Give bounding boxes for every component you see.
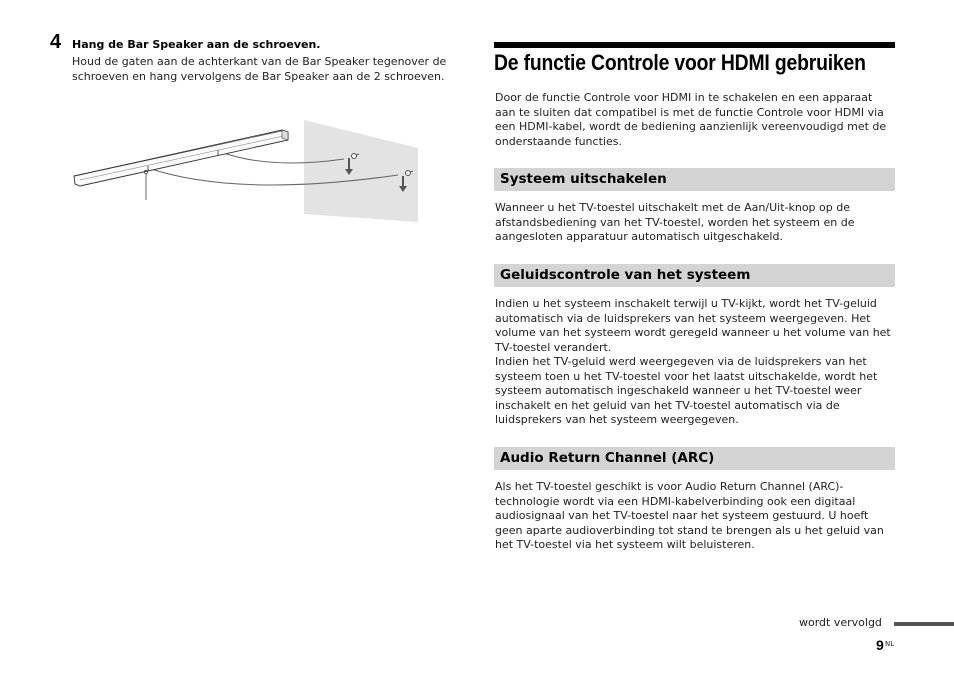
- section-header-system-off: [494, 168, 895, 191]
- section-paragraph: Als het TV-toestel geschikt is voor Audio Return Channel (ARC)-technologie wordt via een HDMI-kabelverbinding ook een digitaal audiosignaal van het TV-toestel naar het systeem gestuurd. U hoeft geen aparte audioverbinding tot stand te brengen als u het geluid van het TV-toestel via het systeem wilt beluisteren.: [495, 480, 884, 551]
- section-heading: Audio Return Channel (ARC): [500, 450, 715, 466]
- step-instructions: Houd de gaten aan de achterkant van de Bar Speaker tegenover de schroeven en hang vervolgens de Bar Speaker aan de 2 schroeven.: [72, 55, 447, 83]
- page-number: 9: [876, 637, 884, 653]
- step-number: 4: [50, 31, 62, 53]
- page-title: De functie Controle voor HDMI gebruiken: [494, 50, 866, 75]
- section-header-arc: [494, 447, 895, 470]
- continued-bar: [894, 622, 954, 626]
- section-paragraph: Indien u het systeem inschakelt terwijl u TV-kijkt, wordt het TV-geluid automatisch via de luidsprekers van het systeem weergegeven. Het volume van het systeem wordt geregeld wanneer u het volume van het TV-toestel verandert.: [495, 297, 891, 354]
- bar-speaker-mounting-illustration: [68, 118, 428, 228]
- section-paragraph: Wanneer u het TV-toestel uitschakelt met de Aan/Uit-knop op de afstandsbediening van het TV-toestel, worden het systeem en de aangesloten apparatuur automatisch uitgeschakeld.: [495, 201, 855, 243]
- bar-speaker-icon: [74, 130, 288, 186]
- section-heading: Systeem uitschakelen: [500, 171, 667, 187]
- section-heading: Geluidscontrole van het systeem: [500, 267, 751, 283]
- section-header-sound-control: [494, 264, 895, 287]
- title-rule: [494, 42, 895, 48]
- wall-panel: [304, 120, 418, 222]
- page-language: NL: [885, 640, 895, 648]
- intro-paragraph: Door de functie Controle voor HDMI in te schakelen en een apparaat aan te sluiten dat compatibel is met de functie Controle voor HDMI via een HDMI-kabel, wordt de bediening aanzienlijk vereenvoudigd met de onderstaande functies.: [495, 91, 887, 148]
- section-paragraph: Indien het TV-geluid werd weergegeven via de luidsprekers van het systeem toen u het TV-toestel voor het laatst uitschakelde, wordt het systeem automatisch ingeschakeld wanneer u het TV-toestel weer inschakelt en het geluid van het TV-toestel automatisch via de luidsprekers van het systeem weergegeven.: [495, 355, 878, 426]
- step-title: Hang de Bar Speaker aan de schroeven.: [72, 38, 321, 51]
- continued-label: wordt vervolgd: [799, 616, 882, 629]
